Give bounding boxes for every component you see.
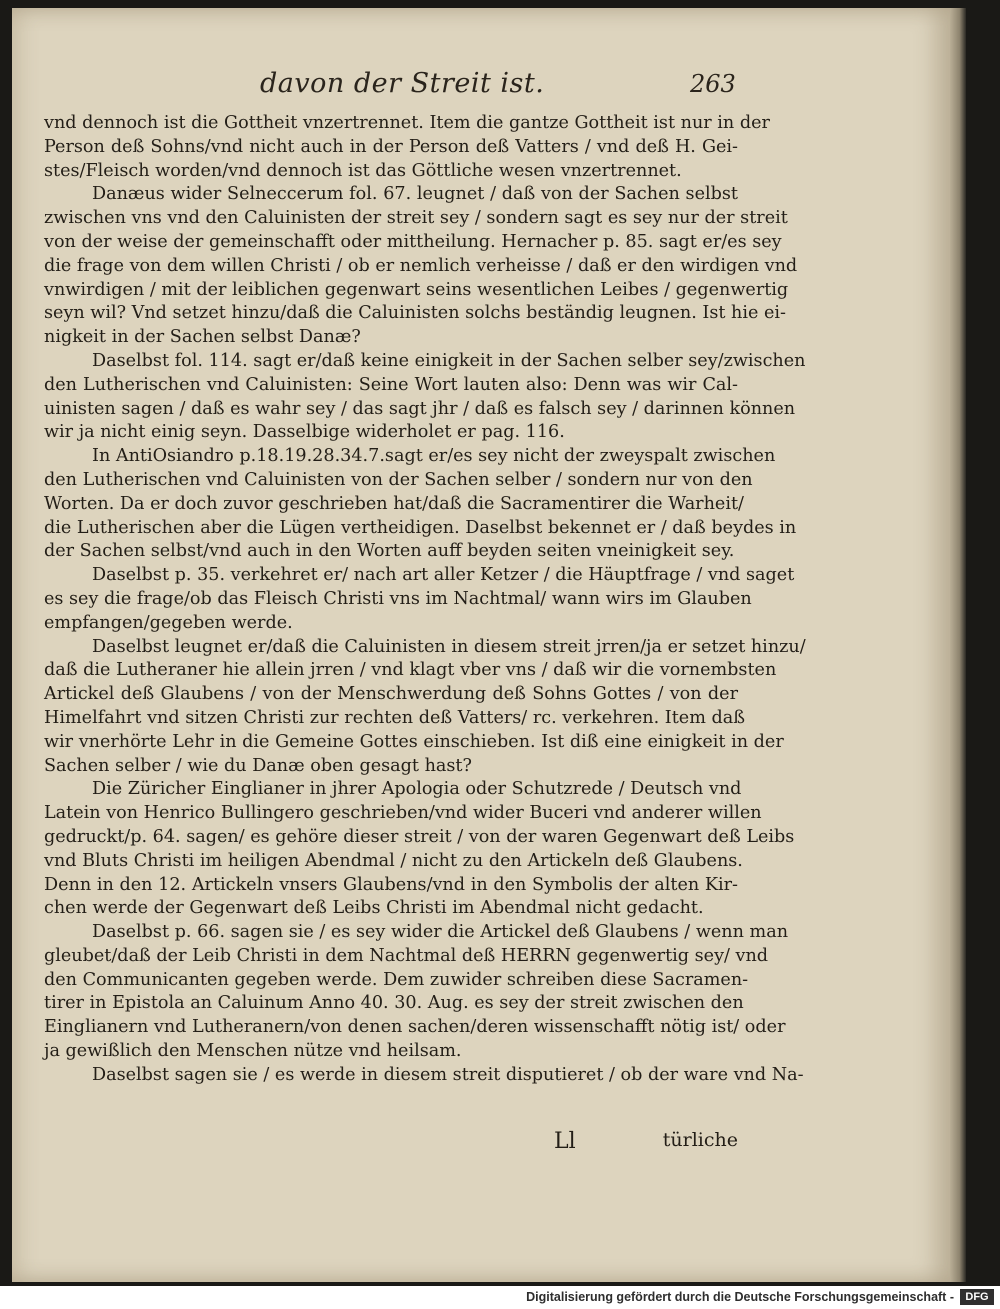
text-line: wir vnerhörte Lehr in die Gemeine Gottes einschieben. Ist diß eine einigkeit in der xyxy=(44,731,784,752)
text-line: Artickel deß Glaubens / von der Menschwerdung deß Sohns Gottes / von der xyxy=(44,684,738,705)
text-line: Einglianern vnd Lutheranern/von denen sachen/deren wissenschafft nötig ist/ oder xyxy=(44,1017,786,1038)
text-line: empfangen/gegeben werde. xyxy=(44,612,293,633)
catchword: türliche xyxy=(662,1129,738,1151)
text-line: Daselbst p. 66. sagen sie / es sey wider die Artickel deß Glaubens / wenn man xyxy=(92,922,789,943)
page-edge xyxy=(950,8,966,1282)
text-line: den Lutherischen vnd Caluinisten von der Sachen selber / sondern nur von den xyxy=(44,469,753,490)
text-line: Sachen selber / wie du Danæ oben gesagt hast? xyxy=(44,755,472,776)
text-line: zwischen vns vnd den Caluinisten der streit sey / sondern sagt es sey nur der streit xyxy=(44,208,788,229)
text-line: den Communicanten gegeben werde. Dem zuwider schreiben diese Sacramen- xyxy=(44,969,749,990)
page-number: 263 xyxy=(690,70,736,98)
text-line: es sey die frage/ob das Fleisch Christi vns im Nachtmal/ wann wirs im Glauben xyxy=(44,588,752,609)
running-head: davon der Streit ist. xyxy=(260,68,545,99)
signature-mark: Ll xyxy=(554,1129,576,1154)
text-line: von der weise der gemeinschafft oder mittheilung. Hernacher p. 85. sagt er/es sey xyxy=(44,231,782,252)
body-text xyxy=(44,112,806,1088)
text-line: uinisten sagen / daß es wahr sey / das sagt jhr / daß es falsch sey / darinnen können xyxy=(44,398,796,419)
text-line: tirer in Epistola an Caluinum Anno 40. 30. Aug. es sey der streit zwischen den xyxy=(44,993,744,1014)
text-line: Himelfahrt vnd sitzen Christi zur rechten deß Vatters/ rc. verkehren. Item daß xyxy=(44,707,745,728)
funding-credit: Digitalisierung gefördert durch die Deutsche Forschungsgemeinschaft - xyxy=(526,1290,954,1304)
text-line: chen werde der Gegenwart deß Leibs Christi im Abendmal nicht gedacht. xyxy=(44,898,704,919)
page-footer xyxy=(44,1129,738,1155)
text-line: stes/Fleisch worden/vnd dennoch ist das Göttliche wesen vnzertrennet. xyxy=(44,160,682,181)
text-line: Latein von Henrico Bullingero geschrieben/vnd wider Buceri vnd anderer willen xyxy=(44,803,762,824)
credit-bar xyxy=(0,1286,1000,1309)
text-line: vnwirdigen / mit der leiblichen gegenwart seins wesentlichen Leibes / gegenwertig xyxy=(44,279,789,300)
text-line: gleubet/daß der Leib Christi in dem Nachtmal deß HERRN gegenwertig sey/ vnd xyxy=(44,945,769,966)
text-line: Die Züricher Einglianer in jhrer Apologia oder Schutzrede / Deutsch vnd xyxy=(92,779,742,800)
text-line: vnd Bluts Christi im heiligen Abendmal / nicht zu den Artickeln deß Glaubens. xyxy=(44,850,743,871)
text-line: wir ja nicht einig seyn. Dasselbige widerholet er pag. 116. xyxy=(44,422,565,443)
text-line: seyn wil? Vnd setzet hinzu/daß die Caluinisten solchs beständig leugnen. Ist hie ei- xyxy=(44,303,786,324)
text-line: In AntiOsiandro p.18.19.28.34.7.sagt er/es sey nicht der zweyspalt zwischen xyxy=(92,446,776,467)
dfg-logo-icon: DFG xyxy=(960,1289,994,1305)
text-line: nigkeit in der Sachen selbst Danæ? xyxy=(44,327,361,348)
text-line: Daselbst fol. 114. sagt er/daß keine einigkeit in der Sachen selber sey/zwischen xyxy=(92,350,806,371)
text-line: daß die Lutheraner hie allein jrren / vnd klagt vber vns / daß wir die vornembsten xyxy=(44,660,777,681)
text-line: ja gewißlich den Menschen nütze vnd heilsam. xyxy=(44,1041,462,1062)
text-line: gedruckt/p. 64. sagen/ es gehöre dieser streit / von der waren Gegenwart deß Leibs xyxy=(44,826,795,847)
text-line: den Lutherischen vnd Caluinisten: Seine Wort lauten also: Denn was wir Cal- xyxy=(44,374,738,395)
text-line: die Lutherischen aber die Lügen vertheidigen. Daselbst bekennet er / daß beydes in xyxy=(44,517,797,538)
text-line: Danæus wider Selneccerum fol. 67. leugnet / daß von der Sachen selbst xyxy=(92,184,738,205)
text-line: der Sachen selbst/vnd auch in den Worten auff beyden seiten vneinigkeit sey. xyxy=(44,541,735,562)
text-line: Daselbst leugnet er/daß die Caluinisten in diesem streit jrren/ja er setzet hinzu/ xyxy=(92,636,806,657)
text-line: vnd dennoch ist die Gottheit vnzertrennet. Item die gantze Gottheit ist nur in der xyxy=(44,113,770,133)
text-line: Person deß Sohns/vnd nicht auch in der Person deß Vatters / vnd deß H. Gei- xyxy=(44,136,738,157)
text-line: die frage von dem willen Christi / ob er nemlich verheisse / daß er den wirdigen vnd xyxy=(44,255,798,276)
text-line: Worten. Da er doch zuvor geschrieben hat/daß die Sacramentirer die Warheit/ xyxy=(44,493,744,514)
text-line: Denn in den 12. Artickeln vnsers Glaubens/vnd in den Symbolis der alten Kir- xyxy=(44,874,738,895)
text-line: Daselbst sagen sie / es werde in diesem streit disputieret / ob der ware vnd Na- xyxy=(92,1064,804,1085)
text-line: Daselbst p. 35. verkehret er/ nach art aller Ketzer / die Häuptfrage / vnd saget xyxy=(92,565,795,586)
